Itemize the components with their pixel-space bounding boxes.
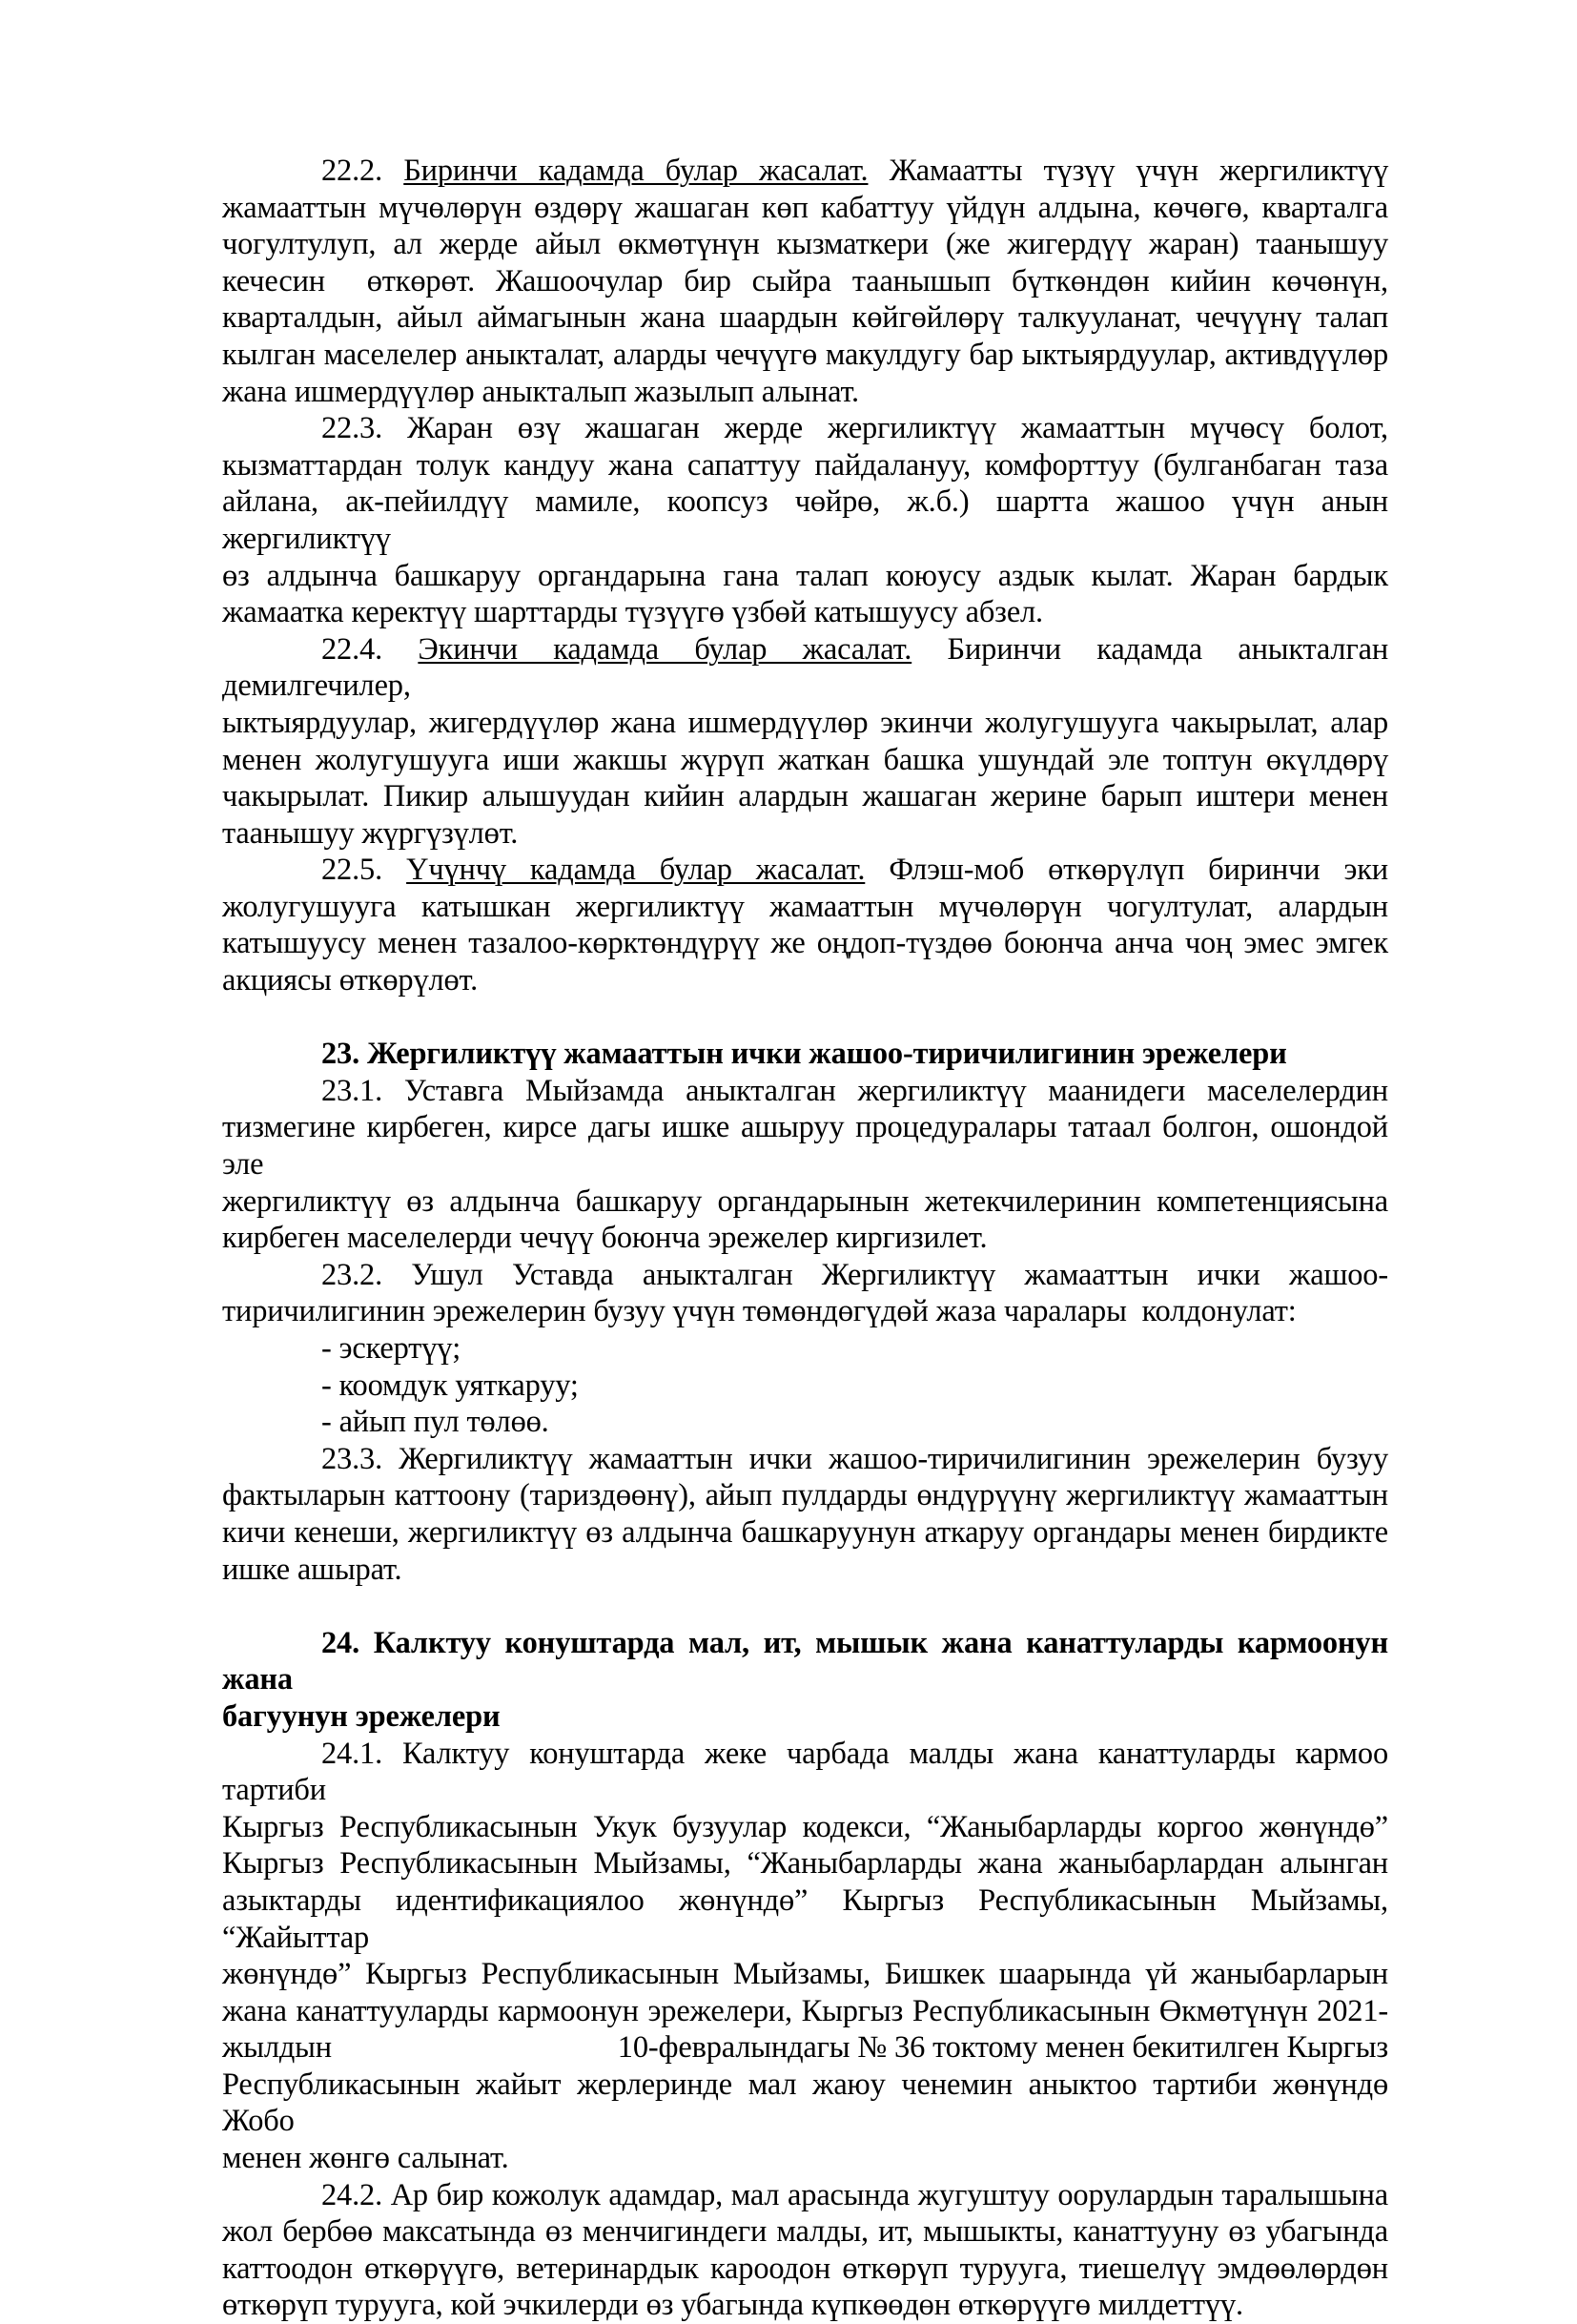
underlined-phrase: Үчүнчү кадамда булар жасалат. [406,853,866,888]
text-segment: 24.2. Ар бир кожолук адамдар, мал арасында жугуштуу оорулардын таралышына [321,2177,1388,2212]
text-line [222,558,1388,595]
text-line [222,1552,1388,1589]
text-segment: 23.1. Уставга Мыйзамда аныкталган жергиликтүү маанидеги маселелердин [321,1073,1388,1108]
text-line [222,815,1388,853]
paragraph-22-3 [222,410,1388,631]
paragraph-24-2 [222,2177,1388,2324]
text-segment: - эскертүү; [321,1331,461,1366]
text-segment: Биринчи кадамда аныкталган демилгечилер, [222,631,1388,704]
text-segment: 24.1. Калктуу конуштарда жеке чарбада малды жана канаттуларды кармоо тартиби [222,1736,1388,1808]
text-line [222,1736,1388,1809]
text-line [222,483,1388,557]
text-segment: кечесин өткөрөт. Жашоочулар бир сыйра таанышып бүткөндөн кийин көчөнүн, [222,263,1388,298]
text-line [222,889,1388,926]
text-segment: фактыларын каттоону (тариздөөнү), айып пулдарды өндүрүүнү жергиликтүү жамааттын [222,1478,1388,1513]
text-line [222,1073,1388,1110]
paragraph-24-1 [222,1736,1388,2177]
text-segment: жамаатка керектүү шарттарды түзүүгө үзбөй катышуусу абзел. [222,595,1044,630]
text-segment: таанышуу жүргүзүлөт. [222,815,519,851]
text-line [222,374,1388,411]
text-segment: менен жолугушууга иши жакшы жүрүп жаткан башка ушундай эле топтун өкүлдөрү [222,742,1388,777]
text-segment: жолугушууга катышкан жергиликтүү жамааттын мүчөлөрүн чогултулат, алардын [222,889,1388,924]
text-segment: - коомдук уяткаруу; [321,1368,579,1403]
text-line [222,2029,1388,2067]
text-segment: жана канаттууларды кармоонун эрежелери, Кыргыз Республикасынын Өкмөтүнүн 2021- [222,1993,1388,2028]
text-line [222,1036,1388,1073]
text-segment: Жамаатты түзүү үчүн жергиликтүү [868,154,1388,188]
paragraph-23-2 [222,1257,1388,1330]
text-line [222,2251,1388,2288]
text-line [222,2067,1388,2140]
text-segment: кирбеген маселелерди чечүү боюнча эрежелер киргизилет. [222,1221,988,1256]
text-segment: багуунун эрежелери [222,1698,501,1734]
text-line [222,1514,1388,1552]
underlined-phrase: Экинчи кадамда булар жасалат. [418,631,912,667]
paragraph-22-2 [222,153,1388,410]
paragraph-23-3 [222,1441,1388,1588]
text-segment: жергиликтүү өз алдынча башкаруу органдарынын жетекчилеринин компетенциясына [222,1183,1388,1219]
section-heading-24 [222,1625,1388,1736]
text-segment: азыктарды идентификациялоо жөнүндө” Кыргыз Республикасынын Мыйзамы, “Жайыттар [222,1882,1388,1955]
text-segment: кызматтардан толук кандуу жана сапаттуу пайдалануу, комфорттуу (булганбаган таза [222,447,1388,483]
text-segment: ишке ашырат. [222,1552,402,1587]
text-segment: кылган маселелер аныкталат, аларды чечүүгө макулдугу бар ыктыярдуулар, активдүүлөр [222,337,1388,372]
text-line [222,1956,1388,1993]
text-line [222,925,1388,962]
text-line [222,1477,1388,1514]
underlined-phrase: Биринчи кадамда булар жасалат. [403,154,869,188]
text-segment: өз алдынча башкаруу органдарына гана талап коюусу аздык кылат. Жаран бардык [222,558,1388,593]
blank-line [222,999,1388,1037]
text-segment: тиричилигинин эрежелерин бузуу үчүн төмөндөгүдөй жаза чаралары колдонулат: [222,1294,1297,1329]
text-line [222,1441,1388,1478]
text-line [222,1293,1388,1330]
text-line [222,2287,1388,2324]
text-line [222,2213,1388,2251]
text-line [222,631,1388,705]
text-segment: менен жөнгө салынат. [222,2141,509,2176]
text-line [222,337,1388,374]
text-segment: 22.5. [321,853,407,888]
text-segment: 23.3. Жергиликтүү жамааттын ички жашоо-тиричилигинин эрежелерин бузуу [321,1441,1388,1476]
text-line [222,1109,1388,1183]
paragraph-23-1 [222,1073,1388,1257]
text-line [222,1368,1388,1405]
text-line [222,778,1388,815]
text-line [222,153,1388,190]
text-line [222,1993,1388,2030]
text-segment: жана ишмердүүлөр аныкталып жазылып алынат. [222,374,860,409]
text-line [222,1809,1388,1846]
text-line [222,1404,1388,1441]
text-segment: ыктыярдуулар, жигердүүлөр жана ишмердүүлөр экинчи жолугушууга чакырылат, алар [222,705,1388,740]
text-segment: Республикасынын жайыт жерлеринде мал жаюу ченемин аныктоо тартиби жөнүндө Жобо [222,2067,1388,2139]
text-line [222,594,1388,631]
blank-line [222,1588,1388,1625]
text-segment: 10-февралындагы № 36 токтому менен бекитилген Кыргыз [617,2030,1388,2066]
paragraph-22-5 [222,852,1388,998]
paragraph-22-4 [222,631,1388,853]
text-line [222,447,1388,484]
text-segment: чогултулуп, ал жерде айыл өкмөтүнүн кызматкери (же жигердүү жаран) таанышуу [222,227,1388,262]
text-segment: жөнүндө” Кыргыз Республикасынын Мыйзамы, Бишкек шаарында үй жаныбарларын [222,1957,1388,1992]
text-line [222,962,1388,999]
text-line [222,1183,1388,1221]
text-line [222,226,1388,263]
text-line [222,1845,1388,1882]
text-segment: жамааттын мүчөлөрүн өздөрү жашаган көп кабаттуу үйдүн алдына, көчөгө, кварталга [222,190,1388,225]
text-segment: 22.3. Жаран өзү жашаган жерде жергиликтүү жамааттын мүчөсү болот, [321,411,1388,446]
document-text-body [222,153,1388,2324]
text-segment: 22.4. [321,631,419,667]
text-line [222,1257,1388,1294]
text-line [222,1625,1388,1698]
text-segment: 23.2. Ушул Уставда аныкталган Жергиликтүү жамааттын ички жашоо- [321,1257,1388,1292]
text-segment: каттоодон өткөрүүгө, ветеринардык кароодон өткөрүп турууга, тиешелүү эмдөөлөрдөн [222,2251,1388,2286]
text-segment: жылдын [222,2030,332,2066]
text-line [222,2140,1388,2177]
text-segment: 23. Жергиликтүү жамааттын ички жашоо-тиричилигинин эрежелери [321,1037,1287,1072]
text-line [222,1330,1388,1368]
text-segment: 22.2. [321,154,404,188]
text-segment: айлана, ак-пейилдүү мамиле, коопсуз чөйрө, ж.б.) шартта жашоо үчүн анын жергиликтүү [222,484,1388,556]
text-segment: акциясы өткөрүлөт. [222,963,479,998]
text-segment: катышуусу менен тазалоо-көрктөндүрүү же оңдоп-түздөө боюнча анча чоң эмес эмгек [222,926,1388,961]
text-line [222,190,1388,227]
text-segment: Флэш-моб өткөрүлүп биринчи эки [865,853,1388,888]
text-line [222,1698,1388,1736]
text-segment: Кыргыз Республикасынын Мыйзамы, “Жаныбарларды жана жаныбарлардан алынган [222,1846,1388,1882]
text-line [222,1882,1388,1956]
text-segment: 24. Калктуу конуштарда мал, ит, мышык жана канаттуларды кармоонун жана [222,1625,1388,1697]
text-segment: тизмегине кирбеген, кирсе дагы ишке ашыруу процедуралары татаал болгон, ошондой эле [222,1110,1388,1183]
text-line [222,1220,1388,1257]
text-line [222,742,1388,779]
section-heading-23 [222,1036,1388,1073]
text-segment: кварталдын, айыл аймагынын жана шаардын көйгөйлөрү талкууланат, чечүүнү талап [222,300,1388,336]
text-line [222,299,1388,337]
text-line [222,705,1388,742]
text-segment: жол бербөө максатында өз менчигиндеги малды, ит, мышыкты, канаттууну өз убагында [222,2214,1388,2250]
text-segment: кичи кенеши, жергиликтүү өз алдынча башкаруунун аткаруу органдары менен бирдикте [222,1514,1388,1550]
text-line [222,852,1388,889]
text-line [222,2177,1388,2214]
penalty-list [222,1330,1388,1441]
text-line [222,263,1388,300]
text-segment: Кыргыз Республикасынын Укук бузуулар кодекси, “Жаныбарларды коргоо жөнүндө” [222,1809,1388,1844]
text-line [222,410,1388,447]
text-segment: өткөрүп турууга, кой эчкилерди өз убагында күпкөөдөн өткөрүүгө милдеттүү. [222,2288,1243,2323]
text-segment: чакырылат. Пикир алышуудан кийин алардын жашаган жерине барып иштери менен [222,779,1388,814]
text-segment: - айып пул төлөө. [321,1405,549,1440]
